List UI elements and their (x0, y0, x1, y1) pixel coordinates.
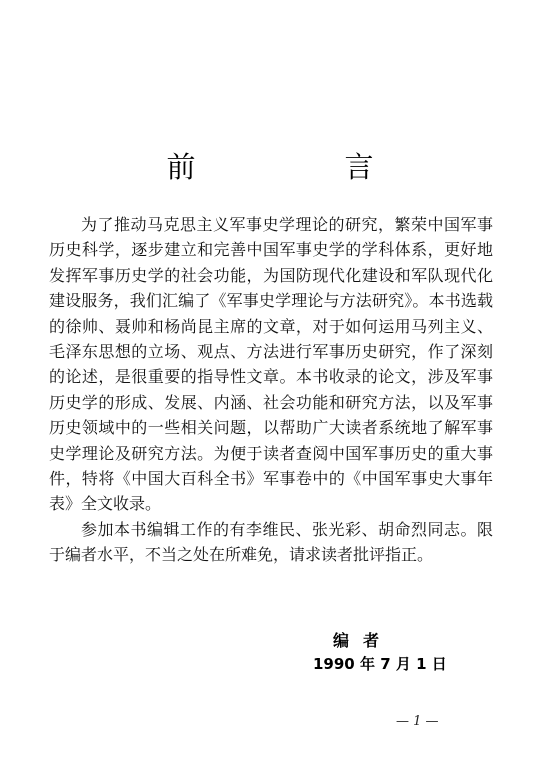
paragraph: 参加本书编辑工作的有李维民、张光彩、胡命烈同志。限于编者水平，不当之处在所难免，请求读者批评指正。 (49, 519, 493, 565)
preface-body (49, 212, 493, 568)
page-number: — 1 — (396, 714, 439, 729)
signature-editor: 编者 (333, 631, 394, 650)
page-title: 前 言 (166, 150, 434, 184)
paragraph: 为了推动马克思主义军事史学理论的研究，繁荣中国军事历史科学，逐步建立和完善中国军事史学的学科体系，更好地发挥军事历史学的社会功能，为国防现代化建设和军队现代化建设服务，我们汇编了《军事史学理论与方法研究》。本书选载的徐帅、聂帅和杨尚昆主席的文章，对于如何运用马列主义、毛泽东思想的立场、观点、方法进行军事历史研究，作了深刻的论述，是很重要的指导性文章。本书收录的论文，涉及军事历史学的形成、发展、内涵、社会功能和研究方法，以及军事历史领域中的一些相关问题，以帮助广大读者系统地了解军事史学理论及研究方法。为便于读者查阅中国军事历史的重大事件，特将《中国大百科全书》军事卷中的《中国军事史大事年表》全文收录。 (49, 215, 493, 514)
signature-date: 1990 年 7 月 1 日 (313, 655, 447, 673)
